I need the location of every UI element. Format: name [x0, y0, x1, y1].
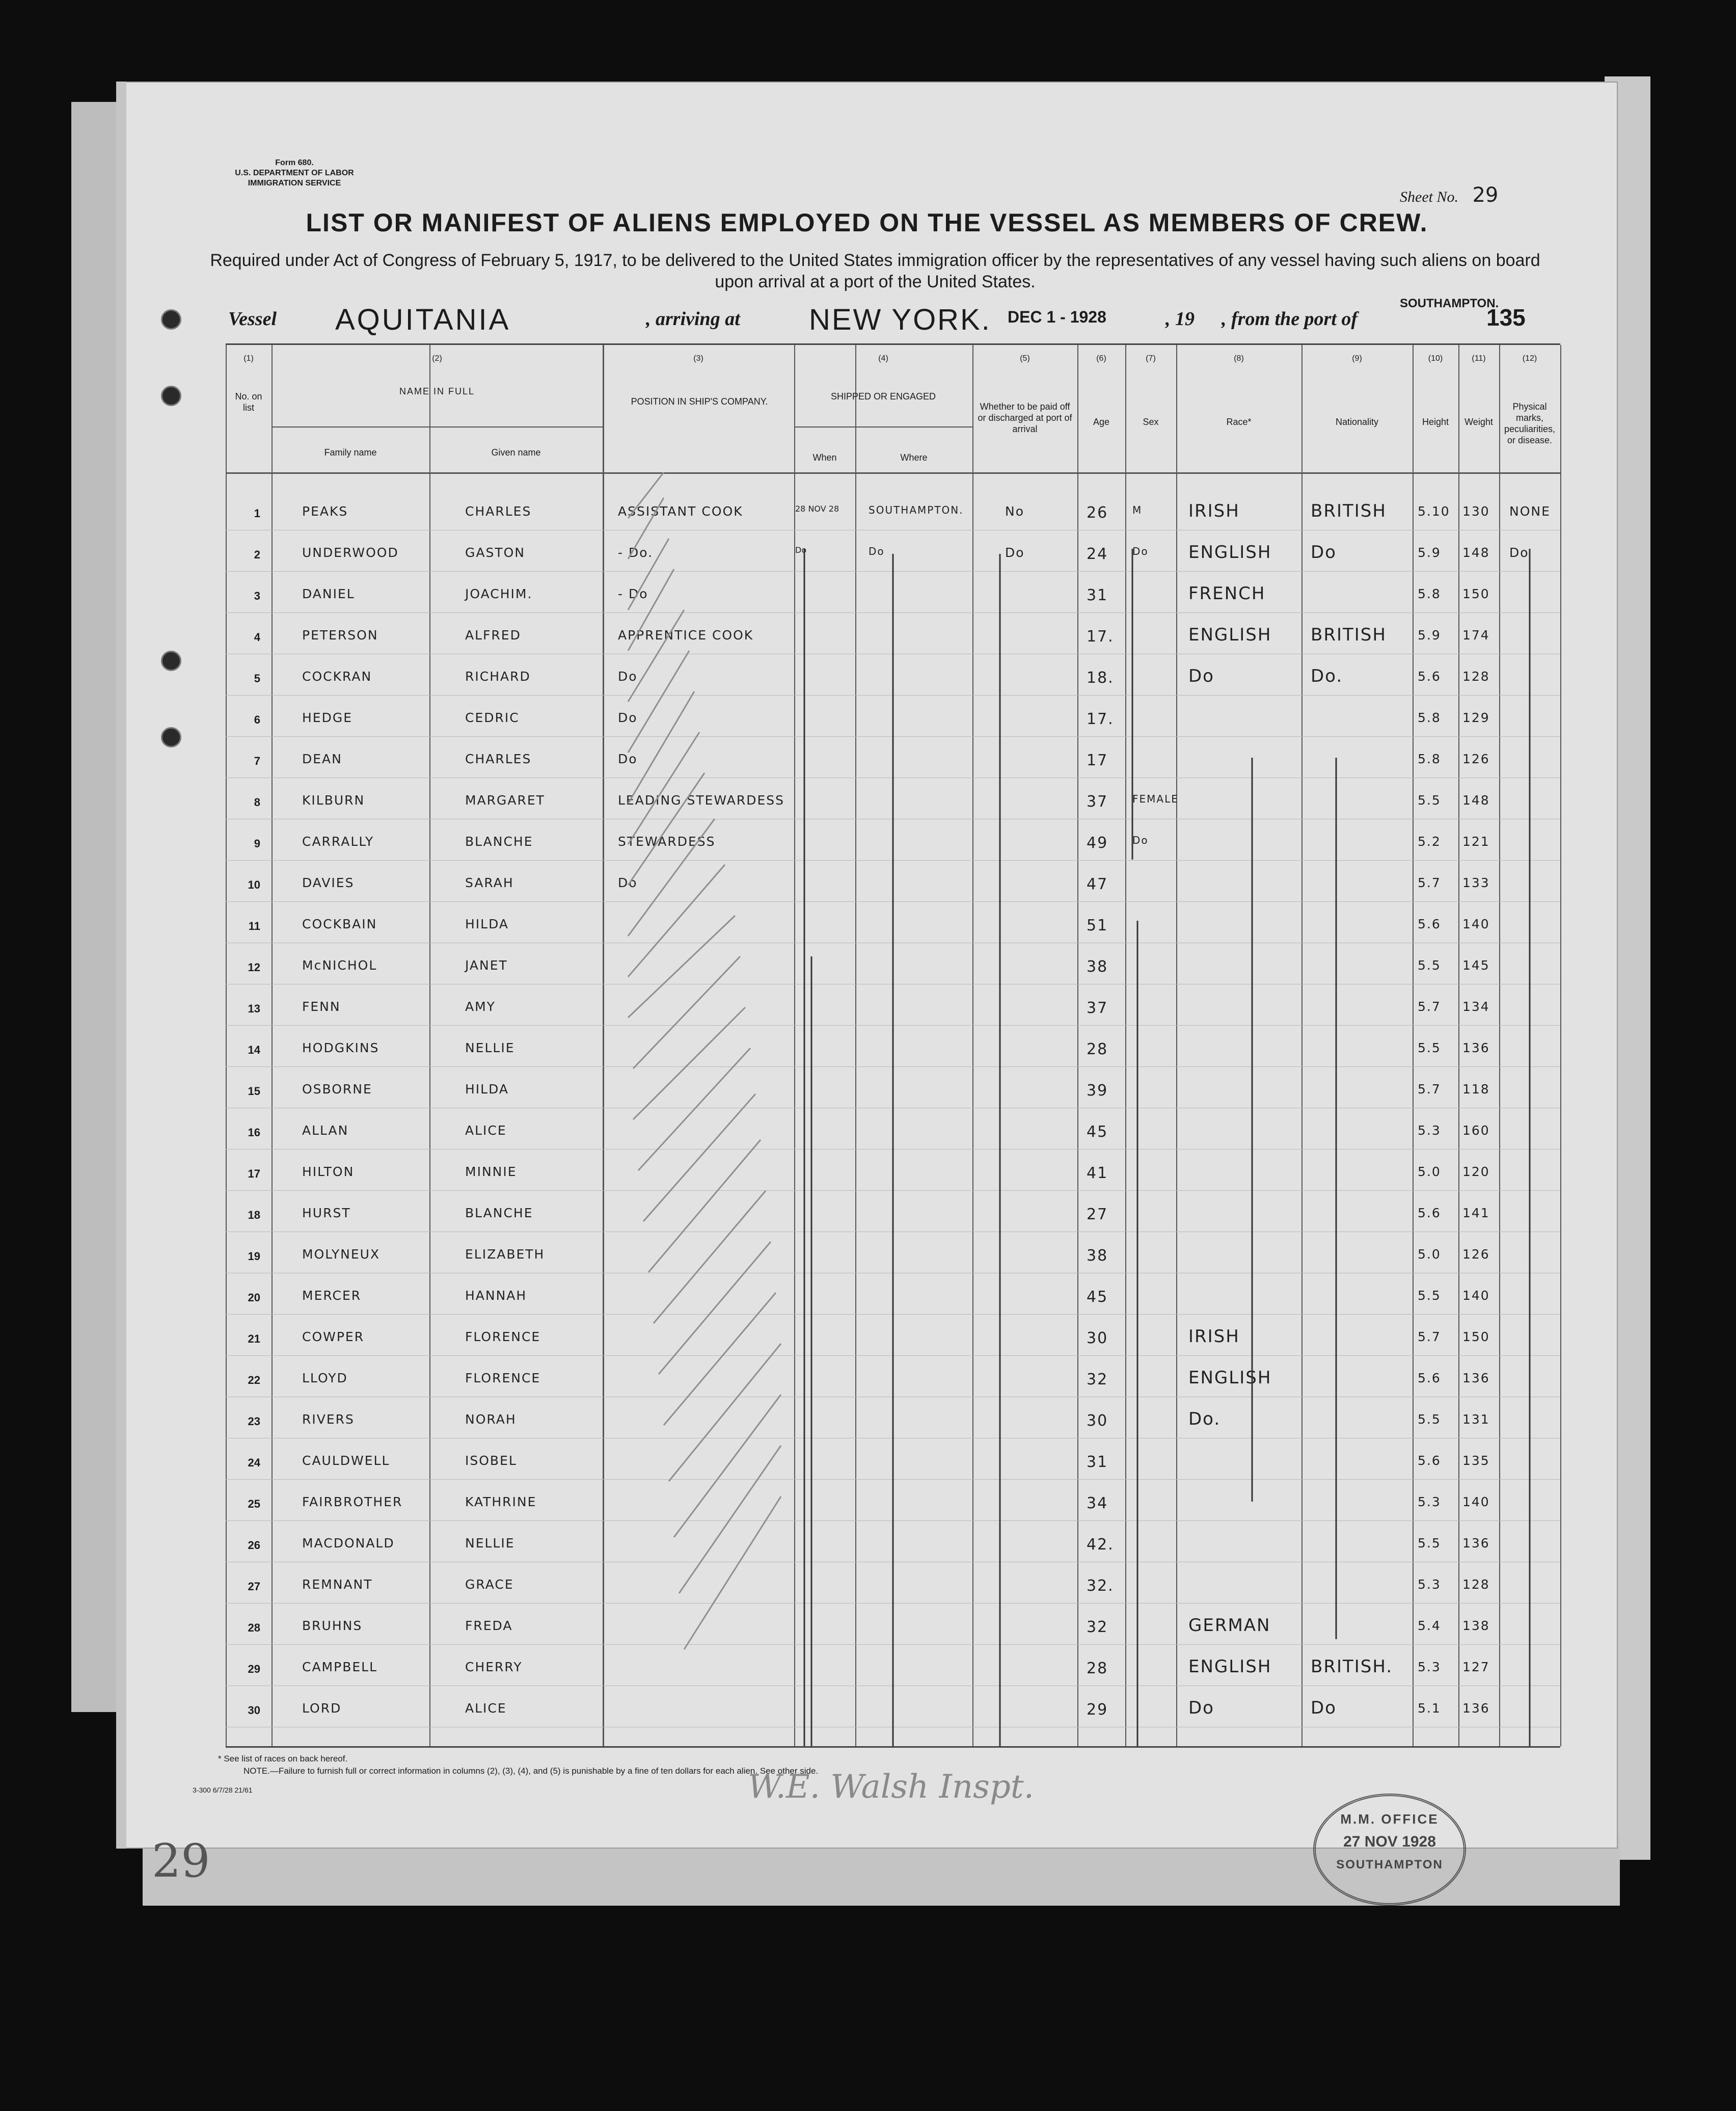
height: 5.9 [1418, 545, 1441, 560]
family-name: KILBURN [302, 793, 365, 808]
given-name: JANET [465, 958, 508, 973]
sex: Do [1132, 834, 1149, 846]
weight: 135 [1462, 1453, 1490, 1468]
weight: 140 [1462, 1288, 1490, 1303]
age: 45 [1087, 1123, 1108, 1141]
family-name: HODGKINS [302, 1040, 379, 1055]
weight: 133 [1462, 875, 1490, 890]
family-name: OSBORNE [302, 1082, 372, 1097]
row-number: 21 [248, 1332, 260, 1345]
arrival-port: NEW YORK. [809, 303, 991, 336]
column-number: (6) [1096, 354, 1106, 363]
age: 45 [1087, 1288, 1108, 1306]
row-number: 13 [248, 1002, 260, 1015]
row-number: 26 [248, 1539, 260, 1552]
given-name: ELIZABETH [465, 1247, 545, 1262]
header-shipped-engaged: SHIPPED OR ENGAGED [830, 391, 936, 402]
shipped-when: 28 NOV 28 [795, 504, 839, 514]
row-rule [226, 1520, 1560, 1521]
row-number: 3 [254, 590, 260, 602]
physical-marks: NONE [1509, 504, 1551, 519]
inspector-signature: W.E. Walsh Inspt. [748, 1768, 1034, 1806]
age: 29 [1087, 1701, 1108, 1719]
age: 28 [1087, 1660, 1108, 1677]
family-name: HEDGE [302, 710, 353, 725]
row-number: 24 [248, 1456, 260, 1469]
header-paid-off: Whether to be paid off or discharged at port of arrival [978, 402, 1072, 434]
given-name: AMY [465, 999, 496, 1014]
weight: 121 [1462, 834, 1490, 849]
header-no-on-list: No. on list [235, 391, 262, 413]
stamp-bottom: SOUTHAMPTON [1336, 1858, 1443, 1872]
nationality: BRITISH. [1311, 1656, 1393, 1677]
age: 30 [1087, 1329, 1108, 1347]
race: ENGLISH [1188, 625, 1272, 645]
row-rule [226, 1479, 1560, 1480]
page-title: LIST OR MANIFEST OF ALIENS EMPLOYED ON THE VESSEL AS MEMBERS OF CREW. [306, 208, 1428, 237]
weight: 126 [1462, 752, 1490, 766]
page-subtitle: Required under Act of Congress of February 5, 1917, to be delivered to the United States immigration officer by the representatives of any vessel having such aliens on board upon arrival at a port of the United States. [210, 251, 1540, 291]
weight: 145 [1462, 958, 1490, 973]
height: 5.3 [1418, 1494, 1441, 1509]
given-name: ALICE [465, 1701, 507, 1716]
age: 31 [1087, 1453, 1108, 1471]
department-name: U.S. DEPARTMENT OF LABOR [235, 169, 354, 177]
given-name: NELLIE [465, 1040, 515, 1055]
family-name: COCKRAN [302, 669, 372, 684]
age: 32 [1087, 1371, 1108, 1388]
row-number: 30 [248, 1704, 260, 1717]
crew-table [226, 343, 1560, 1748]
age: 31 [1087, 586, 1108, 604]
family-name: FENN [302, 999, 341, 1014]
given-name: SARAH [465, 875, 514, 890]
family-name: McNICHOL [302, 958, 377, 973]
family-name: MERCER [302, 1288, 362, 1303]
weight: 136 [1462, 1536, 1490, 1551]
row-rule [226, 1355, 1560, 1356]
height: 5.10 [1418, 504, 1450, 519]
given-name: CHARLES [465, 752, 532, 766]
given-name: ISOBEL [465, 1453, 517, 1468]
height: 5.1 [1418, 1701, 1441, 1716]
voyage-number: 135 [1486, 304, 1526, 331]
row-number: 25 [248, 1498, 260, 1510]
row-number: 16 [248, 1126, 260, 1139]
family-name: ALLAN [302, 1123, 349, 1138]
family-name: DEAN [302, 752, 342, 766]
header-position: POSITION IN SHIP'S COMPANY. [631, 396, 768, 407]
height: 5.6 [1418, 669, 1441, 684]
position: - Do [618, 586, 648, 601]
header-family-name: Family name [324, 447, 377, 458]
height: 5.9 [1418, 628, 1441, 643]
row-number: 11 [248, 920, 260, 932]
given-name: BLANCHE [465, 834, 533, 849]
row-rule [226, 1149, 1560, 1150]
height: 5.3 [1418, 1123, 1441, 1138]
position: APPRENTICE COOK [618, 628, 754, 643]
race: Do [1188, 666, 1214, 686]
age: 51 [1087, 917, 1108, 934]
age: 41 [1087, 1164, 1108, 1182]
row-rule [226, 860, 1560, 861]
given-name: ALFRED [465, 628, 521, 643]
weight: 136 [1462, 1701, 1490, 1716]
column-number: (11) [1472, 354, 1486, 363]
height: 5.6 [1418, 1206, 1441, 1220]
height: 5.4 [1418, 1618, 1441, 1633]
binding-strip [116, 82, 126, 1849]
given-name: NORAH [465, 1412, 517, 1427]
row-number: 14 [248, 1044, 260, 1056]
position: STEWARDESS [618, 834, 716, 849]
weight: 134 [1462, 999, 1490, 1014]
family-name: DAVIES [302, 875, 355, 890]
row-number: 5 [254, 672, 260, 685]
height: 5.8 [1418, 752, 1441, 766]
row-rule [226, 1644, 1560, 1645]
family-name: UNDERWOOD [302, 545, 399, 560]
race: Do [1188, 1698, 1214, 1718]
age: 27 [1087, 1206, 1108, 1223]
voyage-line [228, 297, 1553, 336]
height: 5.0 [1418, 1247, 1441, 1262]
nationality: BRITISH [1311, 501, 1387, 521]
from-port-label: , from the port of [1222, 308, 1358, 330]
race: ENGLISH [1188, 542, 1272, 563]
given-name: RICHARD [465, 669, 531, 684]
given-name: KATHRINE [465, 1494, 537, 1509]
weight: 136 [1462, 1371, 1490, 1385]
punch-hole [161, 386, 181, 406]
sheet-number-value: 29 [1472, 183, 1499, 207]
age: 30 [1087, 1412, 1108, 1430]
arriving-label: , arriving at [646, 308, 740, 330]
row-number: 27 [248, 1580, 260, 1593]
weight: 130 [1462, 504, 1490, 519]
vessel-name: AQUITANIA [335, 303, 511, 336]
weight: 140 [1462, 917, 1490, 931]
arrival-date: DEC 1 - 1928 [1008, 308, 1106, 326]
family-name: PEAKS [302, 504, 348, 519]
given-name: FLORENCE [465, 1329, 541, 1344]
position: LEADING STEWARDESS [618, 793, 785, 808]
service-name: IMMIGRATION SERVICE [248, 179, 341, 188]
ditto-ticks [226, 345, 1560, 1746]
weight: 118 [1462, 1082, 1490, 1097]
family-name: CAULDWELL [302, 1453, 390, 1468]
print-code: 3-300 6/7/28 21/61 [193, 1786, 253, 1794]
races-note: * See list of races on back hereof. [218, 1754, 348, 1763]
physical-marks: Do [1509, 545, 1529, 560]
nationality: Do. [1311, 666, 1343, 686]
age: 49 [1087, 834, 1108, 852]
weight: 126 [1462, 1247, 1490, 1262]
column-number: (1) [243, 354, 254, 363]
row-rule [226, 695, 1560, 696]
height: 5.2 [1418, 834, 1441, 849]
weight: 174 [1462, 628, 1490, 643]
age: 38 [1087, 958, 1108, 976]
column-number: (8) [1234, 354, 1244, 363]
position: Do [618, 669, 638, 684]
form-number: Form 680. [275, 158, 314, 167]
row-rule [226, 901, 1560, 902]
shipped-where: SOUTHAMPTON. [869, 504, 964, 516]
header-nationality: Nationality [1335, 417, 1379, 427]
header-height: Height [1422, 417, 1449, 427]
race: Do. [1188, 1409, 1221, 1429]
given-name: BLANCHE [465, 1206, 533, 1220]
race: IRISH [1188, 501, 1240, 521]
age: 32. [1087, 1577, 1114, 1595]
family-name: FAIRBROTHER [302, 1494, 403, 1509]
column-number: (12) [1522, 354, 1537, 363]
race: FRENCH [1188, 583, 1266, 604]
row-number: 29 [248, 1663, 260, 1675]
weight: 148 [1462, 545, 1490, 560]
column-number: (2) [432, 354, 442, 363]
paid-off: No [1005, 504, 1024, 519]
column-number: (4) [878, 354, 888, 363]
column-number: (7) [1146, 354, 1156, 363]
weight: 129 [1462, 710, 1490, 725]
row-number: 12 [248, 961, 260, 974]
family-name: PETERSON [302, 628, 378, 643]
weight: 150 [1462, 1329, 1490, 1344]
age: 17 [1087, 752, 1108, 769]
age: 28 [1087, 1040, 1108, 1058]
family-name: REMNANT [302, 1577, 373, 1592]
weight: 136 [1462, 1040, 1490, 1055]
position: - Do. [618, 545, 654, 560]
given-name: HILDA [465, 917, 509, 931]
family-name: LORD [302, 1701, 342, 1716]
column-number: (3) [693, 354, 703, 363]
header-physical-marks: Physical marks, peculiarities, or disease. [1504, 402, 1556, 445]
family-name: RIVERS [302, 1412, 355, 1427]
row-number: 4 [254, 631, 260, 644]
row-rule [226, 1314, 1560, 1315]
row-number: 10 [248, 878, 260, 891]
family-name: CAMPBELL [302, 1660, 378, 1674]
age: 24 [1087, 545, 1108, 563]
nationality: Do [1311, 1698, 1337, 1718]
given-name: GASTON [465, 545, 525, 560]
race: GERMAN [1188, 1615, 1271, 1636]
weight: 150 [1462, 586, 1490, 601]
header-age: Age [1093, 417, 1110, 427]
age: 42. [1087, 1536, 1114, 1554]
header-weight: Weight [1464, 417, 1493, 427]
height: 5.7 [1418, 999, 1441, 1014]
height: 5.7 [1418, 875, 1441, 890]
given-name: GRACE [465, 1577, 514, 1592]
position: Do [618, 875, 638, 890]
column-number: (5) [1020, 354, 1030, 363]
age: 38 [1087, 1247, 1108, 1265]
paid-off: Do [1005, 545, 1025, 560]
penalty-note: NOTE.—Failure to furnish full or correct information in columns (2), (3), (4), and (5) is punishable by a fine of ten dollars for each alien. See other side. [243, 1766, 819, 1776]
column-number: (9) [1352, 354, 1362, 363]
row-rule [226, 1025, 1560, 1026]
row-rule [226, 1190, 1560, 1191]
age: 17. [1087, 628, 1114, 646]
family-name: CARRALLY [302, 834, 374, 849]
position: Do [618, 752, 638, 766]
weight: 141 [1462, 1206, 1490, 1220]
departure-port: SOUTHAMPTON. [1400, 297, 1499, 310]
nationality: BRITISH [1311, 625, 1387, 645]
given-name: MINNIE [465, 1164, 517, 1179]
punch-hole [161, 309, 181, 330]
weight: 140 [1462, 1494, 1490, 1509]
race: ENGLISH [1188, 1656, 1272, 1677]
weight: 128 [1462, 669, 1490, 684]
family-name: HURST [302, 1206, 351, 1220]
height: 5.5 [1418, 1288, 1441, 1303]
row-number: 9 [254, 837, 260, 850]
family-name: MOLYNEUX [302, 1247, 381, 1262]
given-name: HILDA [465, 1082, 509, 1097]
family-name: BRUHNS [302, 1618, 363, 1633]
height: 5.5 [1418, 793, 1441, 808]
age: 34 [1087, 1494, 1108, 1512]
family-name: LLOYD [302, 1371, 348, 1385]
column-number: (10) [1428, 354, 1443, 363]
height: 5.8 [1418, 586, 1441, 601]
row-rule [226, 736, 1560, 737]
header-sex: Sex [1143, 417, 1159, 427]
weight: 128 [1462, 1577, 1490, 1592]
position: Do [618, 710, 638, 725]
row-number: 20 [248, 1291, 260, 1304]
family-name: COCKBAIN [302, 917, 377, 931]
given-name: CEDRIC [465, 710, 520, 725]
given-name: FLORENCE [465, 1371, 541, 1385]
shipped-where: Do [869, 545, 885, 557]
weight: 138 [1462, 1618, 1490, 1633]
family-name: HILTON [302, 1164, 355, 1179]
row-number: 22 [248, 1374, 260, 1386]
age: 37 [1087, 793, 1108, 811]
weight: 148 [1462, 793, 1490, 808]
height: 5.5 [1418, 1536, 1441, 1551]
row-number: 6 [254, 713, 260, 726]
age: 18. [1087, 669, 1114, 687]
header-given-name: Given name [491, 447, 541, 458]
row-number: 2 [254, 548, 260, 561]
age: 39 [1087, 1082, 1108, 1100]
stamp-top: M.M. OFFICE [1340, 1811, 1439, 1827]
given-name: JOACHIM. [465, 586, 533, 601]
height: 5.5 [1418, 1040, 1441, 1055]
row-number: 15 [248, 1085, 260, 1098]
weight: 131 [1462, 1412, 1490, 1427]
height: 5.7 [1418, 1329, 1441, 1344]
race: ENGLISH [1188, 1368, 1272, 1388]
row-number: 8 [254, 796, 260, 809]
row-rule [226, 612, 1560, 613]
row-rule [226, 1603, 1560, 1604]
given-name: FREDA [465, 1618, 513, 1633]
age: 17. [1087, 710, 1114, 728]
given-name: CHARLES [465, 504, 532, 519]
row-number: 18 [248, 1209, 260, 1221]
height: 5.3 [1418, 1577, 1441, 1592]
punch-hole [161, 727, 181, 747]
height: 5.6 [1418, 1371, 1441, 1385]
given-name: MARGARET [465, 793, 545, 808]
height: 5.7 [1418, 1082, 1441, 1097]
office-stamp [1313, 1794, 1466, 1906]
row-rule [226, 1066, 1560, 1067]
family-name: COWPER [302, 1329, 365, 1344]
age: 32 [1087, 1618, 1108, 1636]
height: 5.5 [1418, 958, 1441, 973]
height: 5.6 [1418, 917, 1441, 931]
sheet-number-field [1400, 183, 1498, 207]
given-name: HANNAH [465, 1288, 527, 1303]
row-rule [226, 571, 1560, 572]
given-name: ALICE [465, 1123, 507, 1138]
sex: FEMALE [1132, 793, 1179, 805]
family-name: DANIEL [302, 586, 355, 601]
vessel-label: Vessel [228, 308, 277, 330]
year-label: , 19 [1165, 308, 1195, 330]
age: 47 [1087, 875, 1108, 893]
shipped-when: Do [795, 545, 807, 555]
weight: 120 [1462, 1164, 1490, 1179]
row-number: 28 [248, 1621, 260, 1634]
punch-hole [161, 651, 181, 671]
sheet-number-label: Sheet No. [1400, 189, 1458, 205]
given-name: NELLIE [465, 1536, 515, 1551]
height: 5.5 [1418, 1412, 1441, 1427]
header-where: Where [900, 452, 928, 463]
height: 5.3 [1418, 1660, 1441, 1674]
header-race: Race* [1226, 417, 1252, 427]
row-number: 19 [248, 1250, 260, 1263]
form-identifier [228, 158, 361, 189]
age: 37 [1087, 999, 1108, 1017]
height: 5.6 [1418, 1453, 1441, 1468]
given-name: CHERRY [465, 1660, 523, 1674]
height: 5.0 [1418, 1164, 1441, 1179]
race: IRISH [1188, 1326, 1240, 1347]
nationality: Do [1311, 542, 1337, 563]
header-when: When [812, 452, 837, 463]
margin-sheet-number: 29 [152, 1834, 210, 1888]
position: ASSISTANT COOK [618, 504, 743, 519]
age: 26 [1087, 504, 1108, 522]
sex: M [1132, 504, 1143, 516]
row-number: 23 [248, 1415, 260, 1428]
sex: Do [1132, 545, 1149, 557]
header-name-in-full: NAME IN FULL [399, 386, 475, 396]
manifest-sheet [116, 82, 1618, 1888]
weight: 127 [1462, 1660, 1490, 1674]
weight: 160 [1462, 1123, 1490, 1138]
row-number: 7 [254, 755, 260, 767]
row-number: 17 [248, 1167, 260, 1180]
height: 5.8 [1418, 710, 1441, 725]
row-number: 1 [254, 507, 260, 520]
family-name: MACDONALD [302, 1536, 395, 1551]
stamp-date: 27 NOV 1928 [1343, 1833, 1436, 1850]
